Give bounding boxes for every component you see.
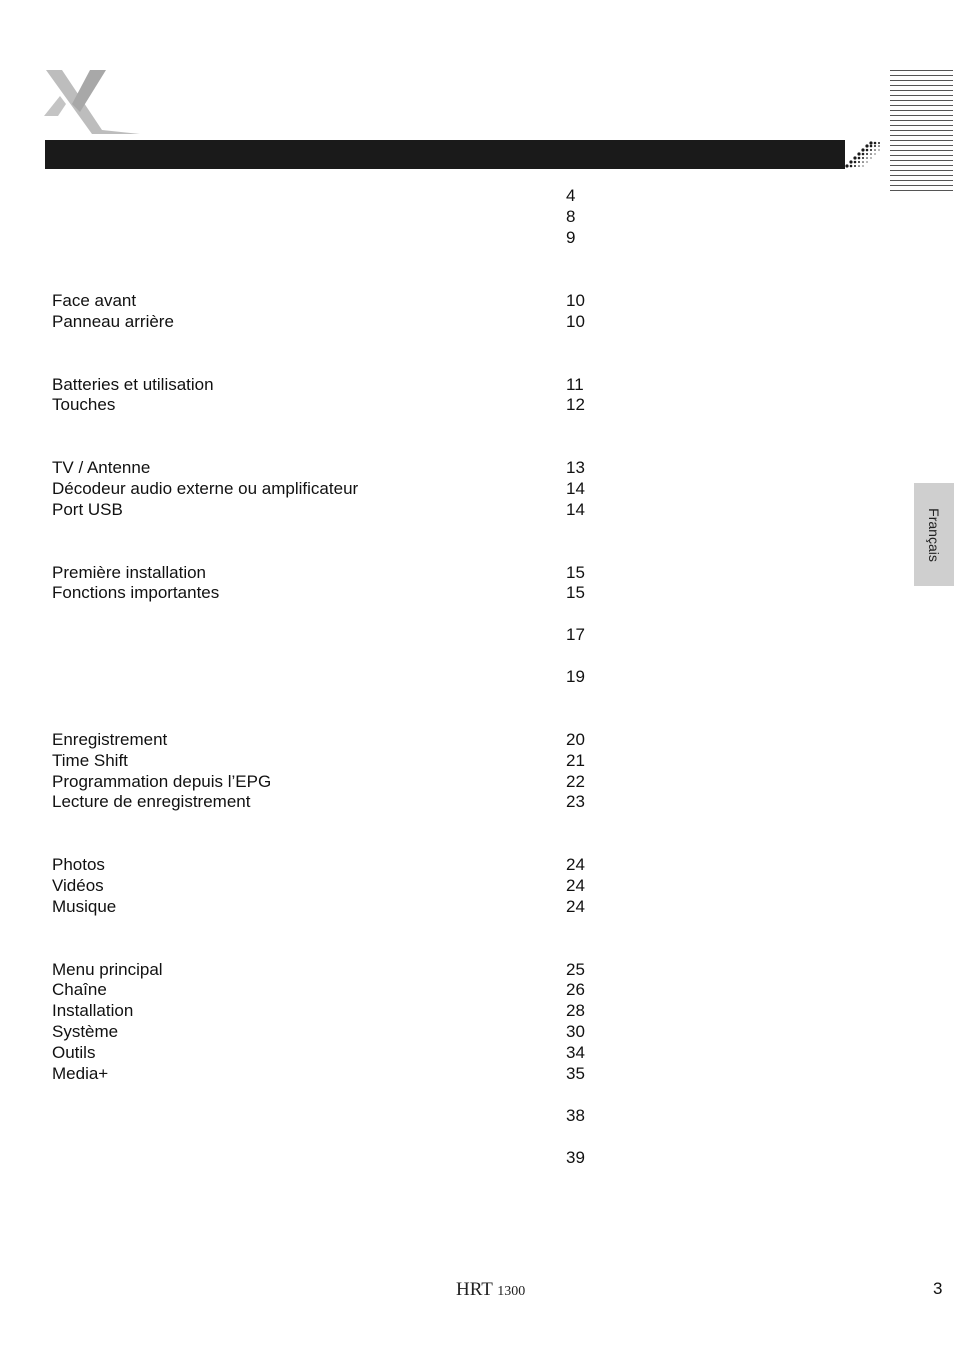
model-prefix: HRT: [456, 1279, 493, 1300]
toc-entry-page: 14: [566, 479, 585, 498]
toc-entry-label: Vidéos: [52, 876, 104, 895]
toc-entry-label: Time Shift: [52, 751, 128, 770]
toc-entry-page: 23: [566, 792, 585, 811]
model-name: [456, 1279, 525, 1301]
toc-entry-label: Installation: [52, 1001, 134, 1020]
toc-entry-label: Touches: [52, 395, 116, 414]
toc-entry-page: 8: [566, 207, 576, 226]
toc-entry-page: 10: [566, 291, 585, 310]
toc-entry-page: 21: [566, 751, 585, 770]
toc-entry-label: Musique: [52, 897, 117, 916]
toc-entry-label: TV / Antenne: [52, 458, 151, 477]
toc-entry-page: 24: [566, 855, 585, 874]
toc-entry-page: 4: [566, 186, 576, 205]
toc-entry-label: Menu principal: [52, 960, 163, 979]
toc-entry-label: Première installation: [52, 563, 207, 582]
toc-entry-label: Photos: [52, 855, 105, 874]
toc-entry-label: Port USB: [52, 500, 123, 519]
toc-entry-page: 15: [566, 563, 585, 582]
toc-entry-label: Système: [52, 1022, 119, 1041]
toc-entry-page: 13: [566, 458, 585, 477]
toc-entry-page: 38: [566, 1106, 585, 1125]
language-tab-label: Français: [926, 507, 942, 562]
toc-entry-page: 17: [566, 625, 585, 644]
toc-entry-page: 19: [566, 667, 585, 686]
toc-entry-label: Fonctions importantes: [52, 583, 220, 602]
toc-entry-label: Chaîne: [52, 980, 107, 999]
toc-entry-page: 28: [566, 1001, 585, 1020]
toc-entry-page: 24: [566, 876, 585, 895]
toc-entry-page: 26: [566, 980, 585, 999]
toc-entry-label: Enregistrement: [52, 730, 168, 749]
toc-entry-page: 20: [566, 730, 585, 749]
toc-entry-label: Outils: [52, 1043, 96, 1062]
toc-entry-page: 11: [566, 375, 584, 394]
toc-entry-page: 9: [566, 228, 576, 247]
toc-entry-label: Décodeur audio externe ou amplificateur: [52, 479, 359, 498]
model-number: 1300: [497, 1284, 526, 1299]
toc-entry-page: 24: [566, 897, 585, 916]
toc-entry-page: 30: [566, 1022, 585, 1041]
toc-entry-label: Media+: [52, 1064, 109, 1083]
toc-entry-page: 10: [566, 312, 585, 331]
toc-entry-page: 34: [566, 1043, 585, 1062]
toc-entry-label: Batteries et utilisation: [52, 375, 214, 394]
toc-entry-page: 35: [566, 1064, 585, 1083]
toc-entry-label: Face avant: [52, 291, 137, 310]
page-number: 3: [933, 1279, 943, 1298]
toc-entry-page: 25: [566, 960, 585, 979]
toc-entry-page: 39: [566, 1148, 585, 1167]
toc-entry-page: 14: [566, 500, 585, 519]
toc-entry-label: Panneau arrière: [52, 312, 174, 331]
toc-entry-page: 15: [566, 583, 585, 602]
toc-entry-page: 12: [566, 395, 585, 414]
toc-entry-label: Lecture de enregistrement: [52, 792, 251, 811]
toc-entry-label: Programmation depuis l’EPG: [52, 772, 272, 791]
toc-entry-page: 22: [566, 772, 585, 791]
